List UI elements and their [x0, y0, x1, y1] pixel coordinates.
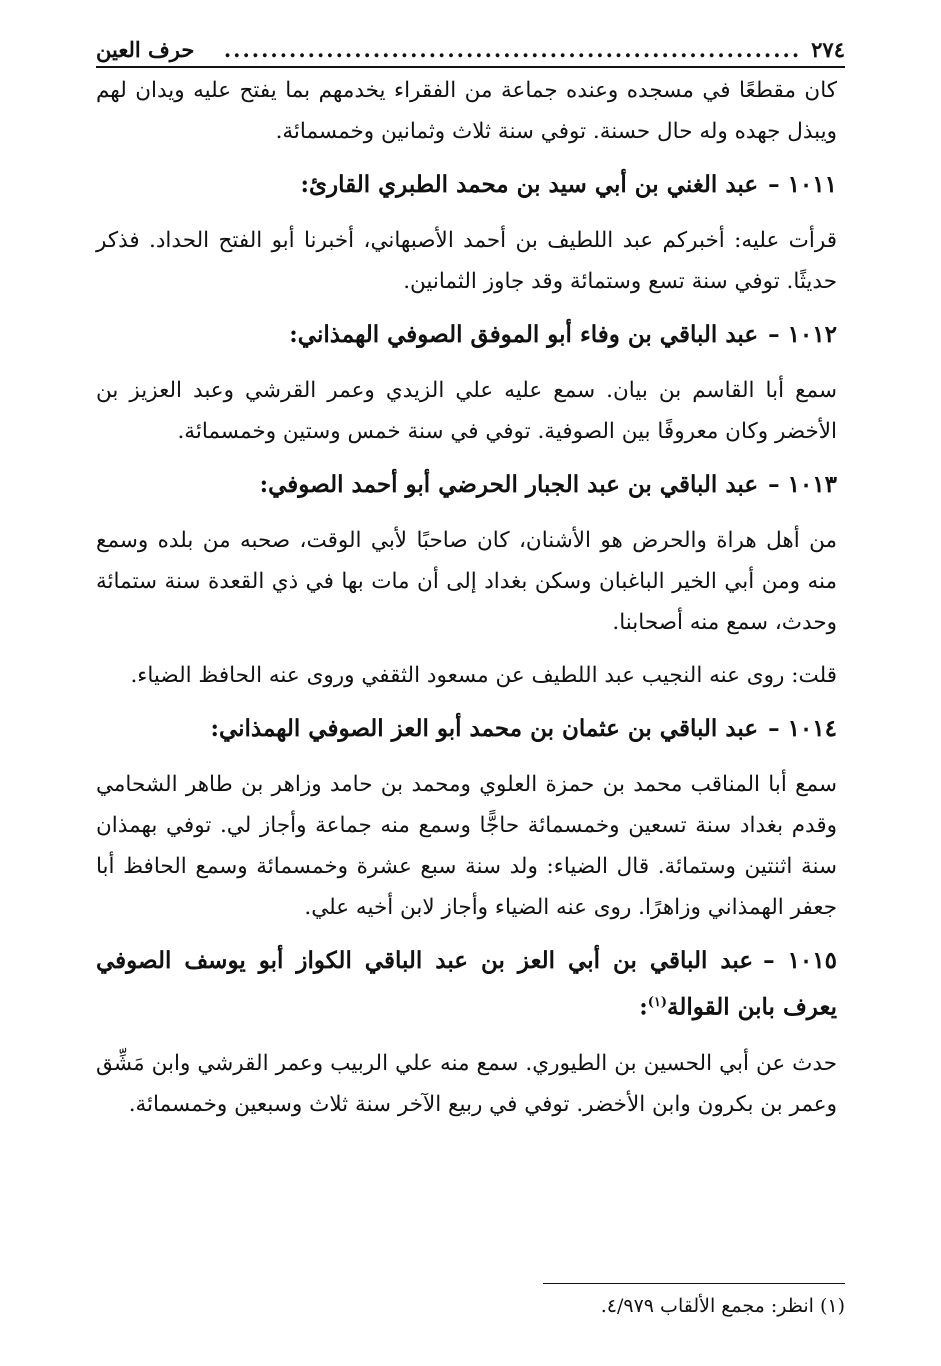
page-number: ٢٧٤ — [811, 37, 845, 62]
paragraph: من أهل هراة والحرض هو الأشنان، كان صاحبًا لأبي الوقت، صحبه من بلده وسمع منه ومن أبي الخير الباغبان وسكن بغداد إلى أن مات بها في ذي القعدة سنة ستمائة وحدث، سمع منه أصحابنا. — [96, 528, 837, 635]
footnote: (١) انظر: مجمع الألقاب ٤/٩٧٩. — [600, 1295, 845, 1317]
running-header — [96, 30, 845, 68]
paragraph: سمع أبا القاسم بن بيان. سمع عليه علي الزيدي وعمر القرشي وعبد العزيز بن الأخضر وكان معروفًا بين الصوفية. توفي في سنة خمس وستين وخمسمائة. — [96, 378, 837, 444]
entry-number: ١٠١٢ – — [768, 321, 837, 348]
entry-title: عبد الباقي بن أبي العز بن عبد الباقي الكواز أبو يوسف الصوفي يعرف بابن القوالة — [96, 947, 837, 1021]
entry-heading-1015 — [96, 940, 837, 1029]
entry-number: ١٠١٤ – — [768, 715, 837, 742]
footnote-divider — [543, 1283, 845, 1284]
entry-title: عبد الباقي بن عثمان بن محمد أبو العز الصوفي الهمذاني: — [210, 715, 759, 742]
paragraph: حدث عن أبي الحسين بن الطيوري. سمع منه علي الربيب وعمر القرشي وابن مَشِّق وعمر بن بكرون وابن الأخضر. توفي في ربيع الآخر سنة ثلاث وسبعين وخمسمائة. — [96, 1050, 837, 1117]
paragraph: قلت: روى عنه النجيب عبد اللطيف عن مسعود الثقفي وروى عنه الحافظ الضياء. — [130, 663, 837, 688]
section-title: حرف العين — [96, 37, 195, 62]
entry-number: ١٠١٥ – — [763, 947, 837, 974]
entry-number: ١٠١٣ – — [768, 471, 837, 498]
paragraph: كان مقطعًا في مسجده وعنده جماعة من الفقراء يخدمهم بما يفتح عليه ويدان لهم ويبذل جهده وله حال حسنة. توفي سنة ثلاث وثمانين وخمسمائة. — [96, 78, 837, 144]
leader-dots: .............................................................. — [223, 37, 802, 62]
footnote-marker[interactable]: (١) — [647, 995, 667, 1010]
entry-number: ١٠١١ – — [768, 171, 837, 198]
entry-heading-1011 — [96, 164, 837, 206]
main-text — [96, 70, 837, 1137]
entry-title: عبد الباقي بن وفاء أبو الموفق الصوفي الهمذاني: — [289, 321, 759, 348]
paragraph: قرأت عليه: أخبركم عبد اللطيف بن أحمد الأصبهاني، أخبرنا أبو الفتح الحداد. فذكر حديثًا. توفي سنة تسع وستمائة وقد جاوز الثمانين. — [96, 228, 837, 294]
entry-heading-1013 — [96, 464, 837, 506]
entry-heading-1012 — [96, 314, 837, 356]
entry-title: عبد الغني بن أبي سيد بن محمد الطبري القارئ: — [300, 171, 759, 198]
heading-colon: : — [639, 993, 648, 1021]
paragraph: سمع أبا المناقب محمد بن حمزة العلوي ومحمد بن حامد وزاهر بن طاهر الشحامي وقدم بغداد سنة تسعين وخمسمائة حاجًّا وسمع منه جماعة وأجاز لي. توفي بهمذان سنة اثنتين وستمائة. قال الضياء: ولد سنة سبع عشرة وخمسمائة وسمع الحافظ أبا جعفر الهمذاني وزاهرًا. روى عنه الضياء وأجاز لابن أخيه علي. — [96, 772, 837, 920]
entry-title: عبد الباقي بن عبد الجبار الحرضي أبو أحمد الصوفي: — [259, 471, 759, 498]
entry-heading-1014 — [96, 708, 837, 750]
